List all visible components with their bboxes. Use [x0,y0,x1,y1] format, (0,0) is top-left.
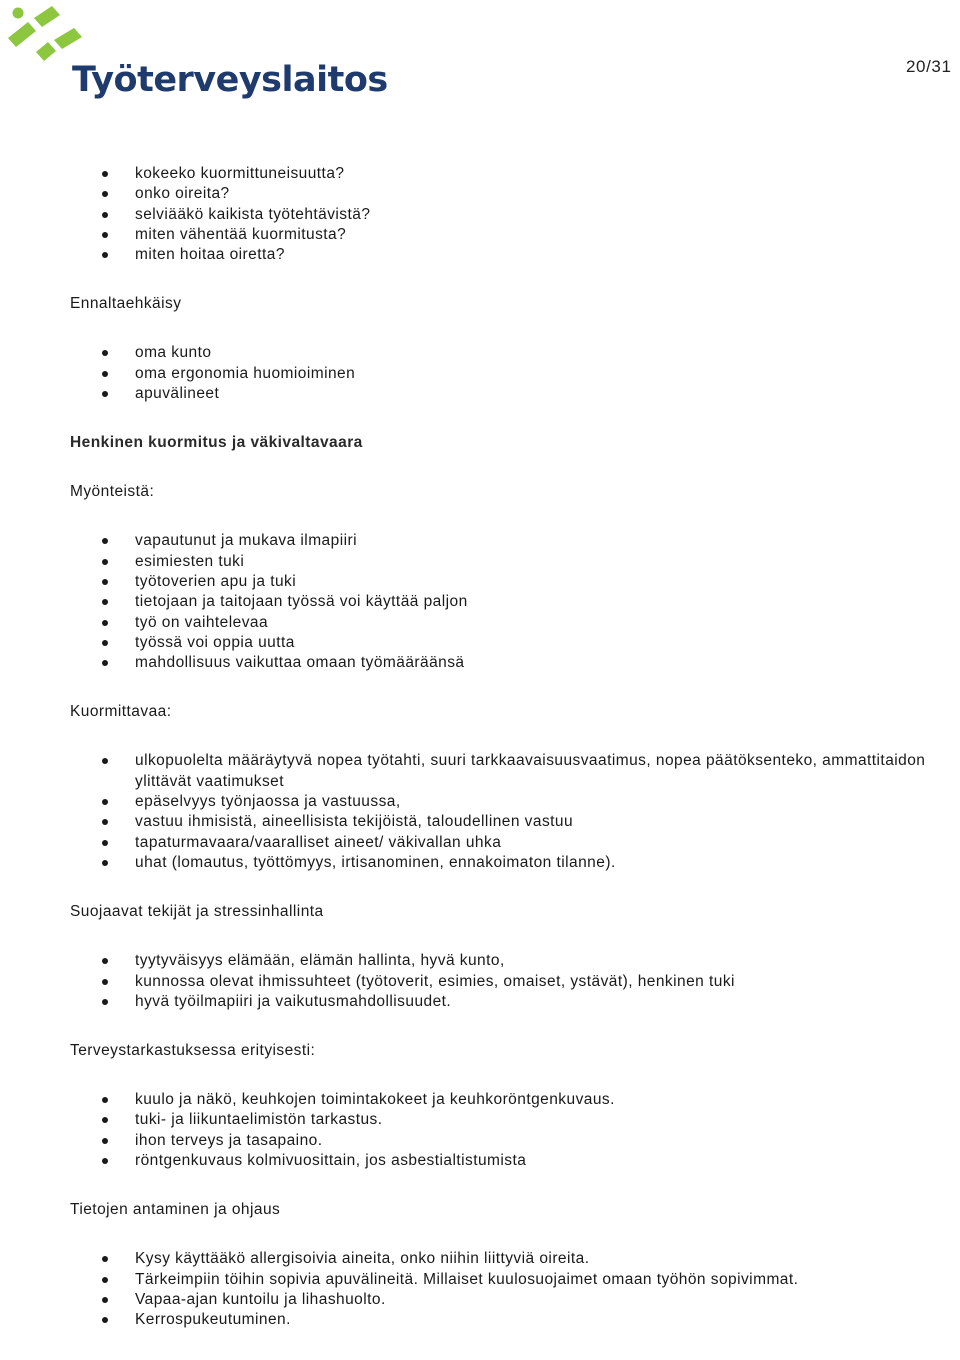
guidance-list [70,1249,940,1330]
heading-myonteista: Myönteistä: [70,483,155,501]
list-item: oma kunto [70,343,940,363]
list-item: Kerrospukeutuminen. [70,1310,940,1330]
list-item: työssä voi oppia uutta [70,633,940,653]
checkup-list [70,1090,940,1171]
list-item: Vapaa-ajan kuntoilu ja lihashuolto. [70,1290,940,1310]
heading-suojaavat: Suojaavat tekijät ja stressinhallinta [70,903,324,921]
list-item: tyytyväisyys elämään, elämän hallinta, hyvä kunto, [70,951,940,971]
list-item: vastuu ihmisistä, aineellisista tekijöistä, taloudellinen vastuu [70,812,940,832]
list-item: miten hoitaa oiretta? [70,245,940,265]
list-item: työtoverien apu ja tuki [70,572,940,592]
list-item: Tärkeimpiin töihin sopivia apuvälineitä. Millaiset kuulosuojaimet omaan työhön sopivimmat. [70,1270,940,1290]
logo-mark-icon [6,4,86,64]
list-item: epäselvyys työnjaossa ja vastuussa, [70,792,940,812]
list-item: miten vähentää kuormitusta? [70,225,940,245]
list-item: työ on vaihtelevaa [70,613,940,633]
list-item: uhat (lomautus, työttömyys, irtisanominen, ennakoimaton tilanne). [70,853,940,873]
list-item: tuki- ja liikuntaelimistön tarkastus. [70,1110,940,1130]
list-item: Kysy käyttääkö allergisoivia aineita, onko niihin liittyviä oireita. [70,1249,940,1269]
list-item: kokeeko kuormittuneisuutta? [70,164,940,184]
list-item: apuvälineet [70,384,940,404]
list-item: ulkopuolelta määräytyvä nopea työtahti, suuri tarkkaavaisuusvaatimus, nopea päätöksenteko, ammattitaidon ylittävät vaatimukset [70,751,940,792]
list-item: esimiesten tuki [70,552,940,572]
heading-tietojen: Tietojen antaminen ja ohjaus [70,1201,281,1219]
logo-wordmark: Työterveyslaitos [72,60,388,100]
heading-ennaltaehkaisy: Ennaltaehkäisy [70,295,182,313]
section-heading-henkinen: Henkinen kuormitus ja väkivaltavaara [70,434,363,452]
heading-kuormittavaa: Kuormittavaa: [70,703,172,721]
questions-list [70,164,940,265]
list-item: tietojaan ja taitojaan työssä voi käyttää paljon [70,592,940,612]
list-item: mahdollisuus vaikuttaa omaan työmääräänsä [70,653,940,673]
heading-terveystarkastus: Terveystarkastuksessa erityisesti: [70,1042,316,1060]
stress-list [70,751,940,873]
list-item: hyvä työilmapiiri ja vaikutusmahdollisuudet. [70,992,940,1012]
list-item: kuulo ja näkö, keuhkojen toimintakokeet ja keuhkoröntgenkuvaus. [70,1090,940,1110]
prevention-list [70,343,940,404]
list-item: röntgenkuvaus kolmivuosittain, jos asbestialtistumista [70,1151,940,1171]
list-item: tapaturmavaara/vaaralliset aineet/ väkivallan uhka [70,833,940,853]
positive-list [70,531,940,673]
list-item: onko oireita? [70,184,940,204]
list-item: selviääkö kaikista työtehtävistä? [70,205,940,225]
protective-list [70,951,940,1012]
list-item: vapautunut ja mukava ilmapiiri [70,531,940,551]
document-body [70,164,940,1331]
logo [6,4,388,108]
list-item: kunnossa olevat ihmissuhteet (työtoverit, esimies, omaiset, ystävät), henkinen tuki [70,972,940,992]
page-number: 20/31 [906,57,952,76]
list-item: oma ergonomia huomioiminen [70,364,940,384]
list-item: ihon terveys ja tasapaino. [70,1131,940,1151]
